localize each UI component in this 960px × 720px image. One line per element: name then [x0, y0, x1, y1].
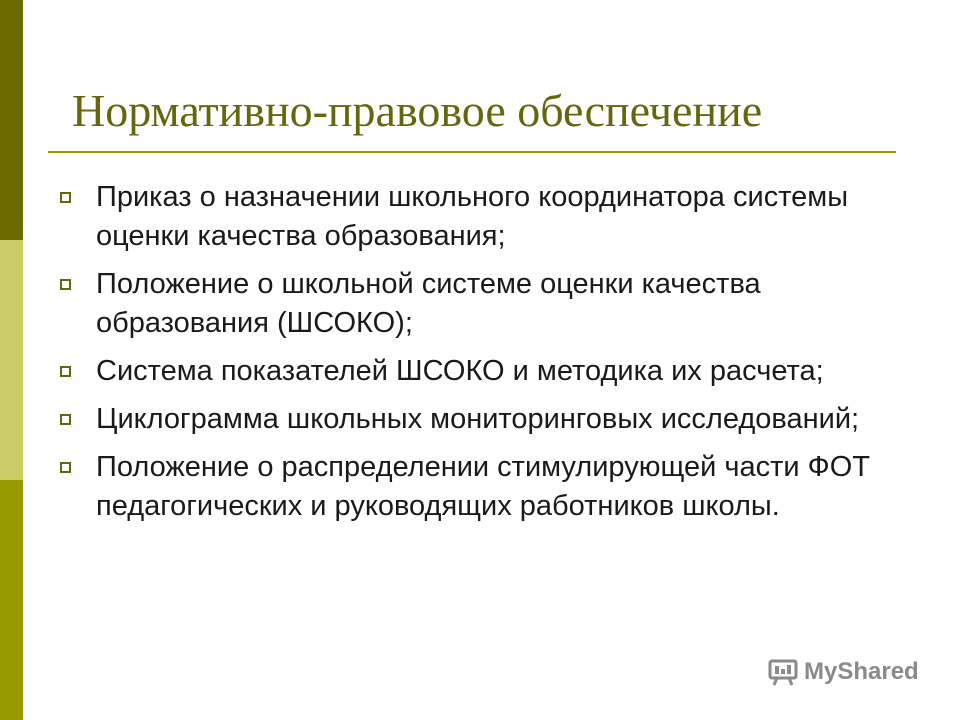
list-item: [60, 265, 910, 343]
side-bar-middle-segment: [0, 240, 23, 480]
list-item: [60, 400, 910, 439]
bullet-text: Система показателей ШСОКО и методика их расчета;: [96, 355, 824, 387]
side-color-bar: [0, 0, 23, 720]
side-bar-bottom-segment: [0, 480, 23, 720]
bullet-text: Приказ о назначении школьного координатора системы оценки качества образования;: [96, 181, 849, 252]
list-item: [60, 448, 910, 526]
bullet-text: Положение о распределении стимулирующей части ФОТ педагогических и руководящих работников школы.: [96, 451, 870, 522]
square-bullet-icon: [60, 366, 71, 377]
list-item: [60, 178, 910, 256]
square-bullet-icon: [60, 462, 71, 473]
presentation-screen-icon: [768, 658, 798, 686]
bullet-text: Положение о школьной системе оценки качества образования (ШСОКО);: [96, 268, 761, 339]
bullet-list: [60, 178, 910, 535]
side-bar-top-segment: [0, 0, 23, 240]
slide-title: Нормативно-правовое обеспечение: [72, 85, 763, 136]
title-divider: [48, 151, 896, 153]
watermark-text: MyShared: [804, 658, 919, 685]
square-bullet-icon: [60, 414, 71, 425]
watermark-logo[interactable]: [768, 658, 919, 686]
list-item: [60, 352, 910, 391]
square-bullet-icon: [60, 192, 71, 203]
square-bullet-icon: [60, 279, 71, 290]
bullet-text: Циклограмма школьных мониторинговых исследований;: [96, 403, 860, 435]
